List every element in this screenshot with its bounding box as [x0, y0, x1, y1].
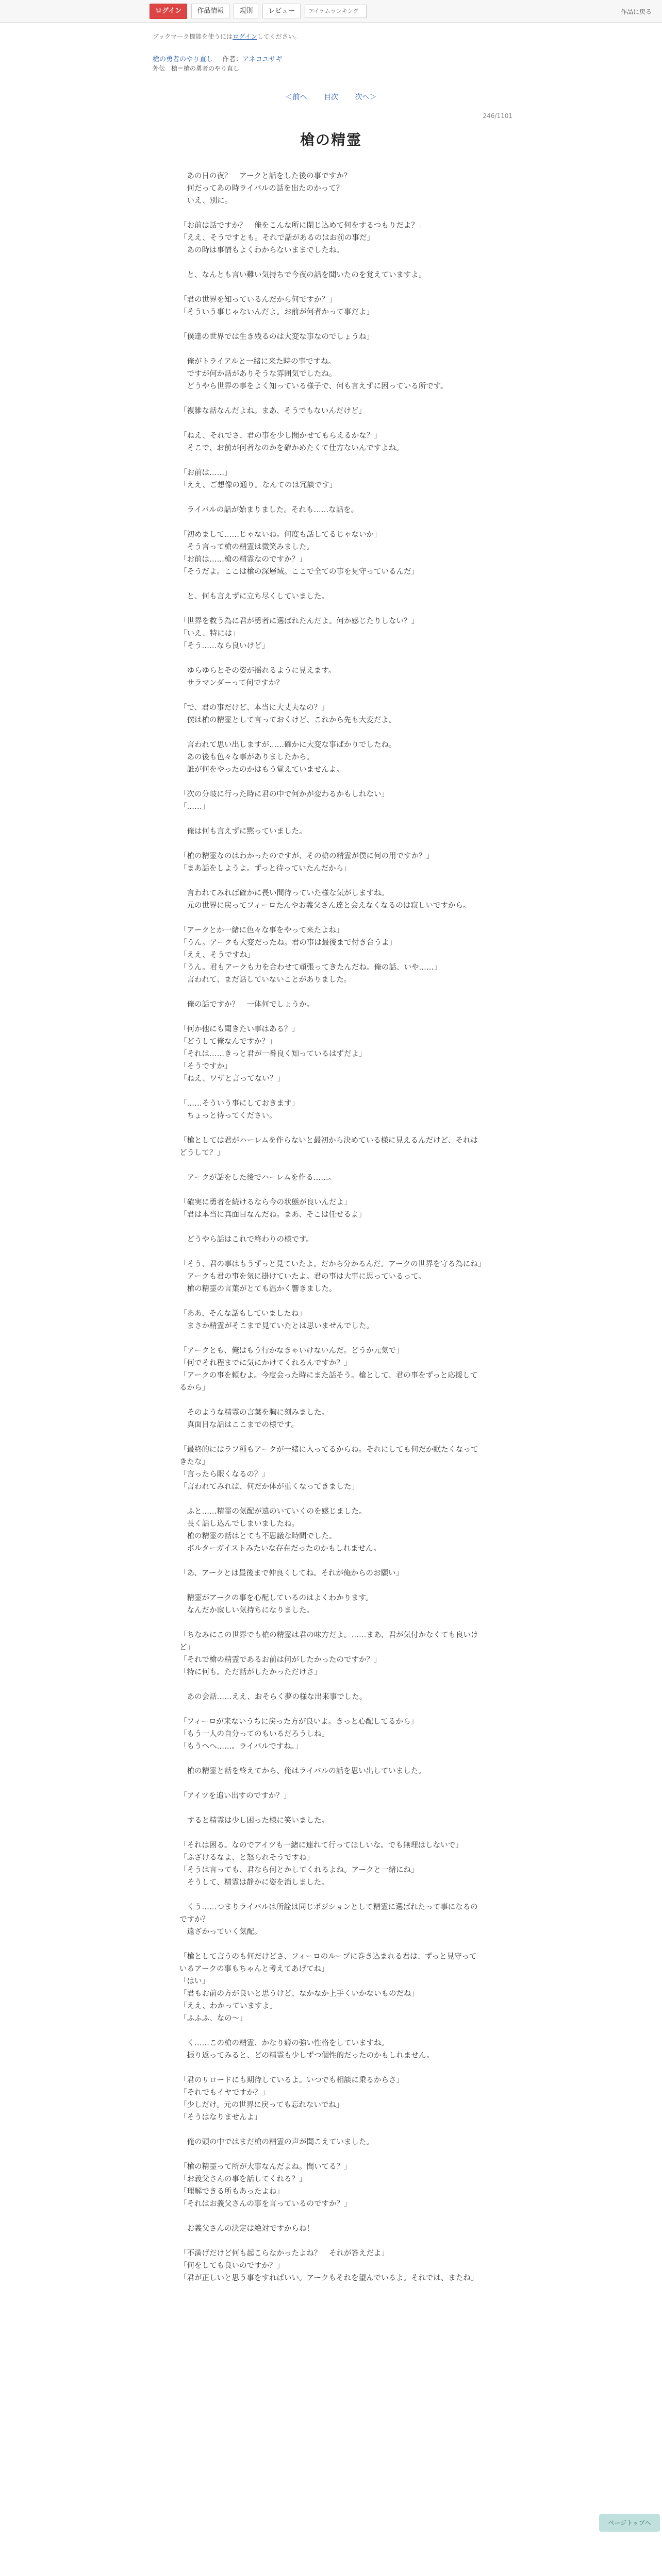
novel-paragraph: 「ちなみにこの世界でも槍の精霊は君の味方だよ。……まあ、君が気付かなくても良いけど」	[179, 1631, 478, 1652]
novel-paragraph	[179, 1827, 484, 1839]
nav-item-rules[interactable]: 規則	[234, 4, 258, 19]
novel-paragraph: 「世界を救う為に君が勇者に選ばれたんだよ。何か感じたりしない？」	[179, 617, 419, 625]
novel-paragraph: 「槍の精霊って所が大事なんだよね。聞いてる？」	[179, 2163, 352, 2171]
novel-paragraph	[179, 1753, 484, 1765]
novel-paragraph: 「槍の精霊なのはわかったのですが、その槍の精霊が僕に何の用ですか？」	[179, 852, 434, 860]
novel-paragraph: 「ふざけるなよ、と怒られそうですね」	[179, 1854, 314, 1862]
novel-paragraph: 誰が何をやったのかはもう覚えていませんよ。	[179, 766, 344, 774]
novel-paragraph: 真面目な話はここまでの様です。	[179, 1421, 299, 1429]
novel-paragraph: く……この槍の精霊、かなり癖の強い性格をしていますね。	[179, 2039, 389, 2047]
novel-paragraph: あの時は事情もよくわからないままでしたね。	[179, 246, 344, 255]
novel-paragraph: そう言って槍の精霊は微笑みました。	[179, 543, 314, 551]
novel-paragraph: 「何でそれ程までに気にかけてくれるんですか？」	[179, 1359, 352, 1367]
novel-paragraph: 「お前は……槍の精霊なのですか？」	[179, 555, 307, 564]
novel-paragraph	[179, 417, 484, 430]
novel-paragraph	[179, 1777, 484, 1790]
novel-paragraph: 「そうはなりませんよ」	[179, 2113, 262, 2122]
novel-paragraph	[179, 875, 484, 887]
novel-paragraph: 「お義父さんの事を話してくれる？」	[179, 2175, 307, 2183]
novel-paragraph	[179, 454, 484, 467]
novel-paragraph: 「はい」	[179, 1977, 209, 1986]
novel-paragraph	[179, 1493, 484, 1505]
page-top-button[interactable]: ページトップへ	[599, 2514, 660, 2532]
novel-paragraph: 「次の分岐に行った時に君の中で何かが変わるかもしれない」	[179, 790, 389, 799]
novel-paragraph	[179, 2062, 484, 2074]
novel-paragraph	[179, 1246, 484, 1258]
novel-paragraph	[179, 986, 484, 998]
novel-paragraph	[179, 257, 484, 269]
novel-paragraph	[179, 1011, 484, 1023]
novel-paragraph: どうやら世界の事をよく知っている様子で、何も言えずに困っている所です。	[179, 382, 448, 391]
search-input[interactable]	[305, 5, 367, 18]
toc-link[interactable]: 目次	[324, 93, 338, 101]
novel-paragraph: 「あ、アークとは最後まで仲良くしてね。それが俺からのお願い」	[179, 1569, 403, 1578]
novel-paragraph: すると精霊は少し困った様に笑いました。	[179, 1817, 329, 1825]
novel-paragraph: と、なんとも言い難い気持ちで今夜の話を聞いたのを覚えていますよ。	[179, 271, 426, 279]
novel-paragraph	[179, 1159, 484, 1172]
novel-paragraph: そうして、精霊は静かに姿を消しました。	[179, 1878, 329, 1887]
novel-paragraph: 「いえ、特には」	[179, 630, 240, 638]
novel-paragraph	[179, 1555, 484, 1567]
novel-paragraph: 「複雑な話なんだよね。まあ、そうでもないんだけど」	[179, 407, 366, 415]
novel-paragraph: 「アークとか一緒に色々な事をやって来たよね」	[179, 926, 344, 935]
novel-paragraph: 振り返ってみると、どの精霊も少しずつ個性的だったのかもしれません。	[179, 2052, 434, 2060]
novel-paragraph: お義父さんの決定は絶対ですからね！	[179, 2225, 314, 2233]
novel-paragraph: 元の世界に戻ってフィーロたんやお義父さん達と会えなくなるのは寂しいですから。	[179, 902, 471, 910]
novel-paragraph: あの日の夜？ アークと話をした後の事ですか？	[179, 172, 352, 180]
novel-paragraph: と、何も言えずに立ち尽くしていました。	[179, 592, 329, 601]
novel-paragraph	[179, 343, 484, 355]
novel-paragraph: 「ねえ、ワザと言ってない？」	[179, 1075, 285, 1083]
novel-paragraph	[179, 2210, 484, 2223]
novel-paragraph	[179, 1394, 484, 1406]
novel-paragraph: 遠ざかっていく気配。	[179, 1928, 262, 1936]
novel-paragraph: 「君もお前の方が良いと思うけど、なかなか上手くいかないものだね」	[179, 1990, 419, 1998]
novel-paragraph: あの会話……ええ、おそらく夢の様な出来事でした。	[179, 1693, 367, 1701]
novel-paragraph: 「君の世界を知っているんだから何ですか？」	[179, 296, 337, 304]
novel-paragraph: あの後も色々な事がありましたから。	[179, 753, 314, 761]
novel-paragraph: 「うん。アークも大変だったね。君の事は最後まで付き合うよ」	[179, 939, 396, 947]
novel-paragraph: 「ふふふ、なの～」	[179, 2014, 247, 2023]
novel-paragraph	[179, 1431, 484, 1444]
novel-paragraph: 「ああ、そんな話もしていましたね」	[179, 1310, 306, 1318]
novel-paragraph	[179, 207, 484, 219]
novel-paragraph: 「アークとも、俺はもう行かなきゃいけないんだ。どうか元気で」	[179, 1347, 404, 1355]
novel-paragraph: 「まあ話をしようよ。ずっと待っていたんだから」	[179, 865, 351, 873]
novel-paragraph: 槍の精霊の話はとても不思議な時間でした。	[179, 1532, 337, 1540]
novel-paragraph: ライバルの話が始まりました。それも……な話を。	[179, 506, 359, 514]
novel-paragraph: 「言ったら眠くなるの？」	[179, 1470, 269, 1479]
novel-paragraph: 「で、君の事だけど、本当に大丈夫なの？」	[179, 704, 329, 712]
novel-paragraph: 「不満げだけど何も起こらなかったよね？ それが答えだよ」	[179, 2249, 389, 2258]
novel-paragraph: 俺は何も言えずに黙っていました。	[179, 827, 307, 836]
novel-paragraph: 「そういう事じゃないんだよ。お前が何者かって事だよ」	[179, 308, 374, 316]
novel-paragraph	[179, 838, 484, 850]
next-chapter-link[interactable]: 次へ＞	[355, 93, 377, 101]
novel-paragraph: 「何をしても良いのですか？」	[179, 2262, 284, 2270]
novel-paragraph: 「そう、君の事はもうずっと見ていたよ。だから分かるんだ。アークの世界を守る為にね」	[179, 1260, 486, 1268]
novel-paragraph	[179, 1295, 484, 1308]
novel-paragraph: 「ええ、そうですね」	[179, 951, 255, 959]
novel-paragraph: そのような精霊の言葉を胸に刻みました。	[179, 1409, 329, 1417]
novel-paragraph	[179, 578, 484, 590]
novel-paragraph: ちょっと待ってください。	[179, 1112, 277, 1120]
novel-paragraph: 「槍としては君がハーレムを作らないと最初から決めている様に見えるんだけど、それはどうして？」	[179, 1137, 478, 1157]
novel-paragraph: 「それでもイヤですか？」	[179, 2089, 269, 2097]
novel-paragraph: 「それはお義父さんの事を言っているのですか？」	[179, 2200, 352, 2208]
top-navigation-bar	[0, 0, 662, 23]
novel-paragraph: 「どうして俺なんですか？」	[179, 1038, 277, 1046]
novel-paragraph	[179, 603, 484, 615]
novel-paragraph: 僕は槍の精霊として言っておくけど、これから先も大変だよ。	[179, 716, 396, 724]
novel-paragraph: 「それは困る。なのでアイツも一緒に連れて行ってほしいな。でも無理はしないで」	[179, 1841, 463, 1850]
novel-paragraph: どうやら話はこれで終わりの様です。	[179, 1235, 313, 1244]
novel-paragraph: そこで、お前が何者なのかを確かめたくて仕方ないんですよね。	[179, 444, 404, 452]
novel-paragraph: 「槍として言うのも何だけどさ、フィーロのループに巻き込まれる君は、ずっと見守っているアークの事もちゃんと考えてあげてね」	[179, 1953, 477, 1973]
novel-paragraph	[179, 1802, 484, 1815]
novel-paragraph: 「それで槍の精霊であるお前は何がしたかったのですか？」	[179, 1656, 382, 1664]
novel-paragraph: 「もうへへ……。ライバルですね。」	[179, 1742, 303, 1751]
novel-paragraph: 言われてみれば確かに長い間待っていた様な気がしますね。	[179, 889, 389, 897]
novel-paragraph: 「君のリロードにも期待しているよ。いつでも相談に乗るからさ」	[179, 2076, 404, 2084]
novel-paragraph: 「理解できる所もあったよね」	[179, 2188, 284, 2196]
back-to-work-link[interactable]: 作品に戻る	[620, 8, 652, 15]
novel-paragraph	[179, 492, 484, 504]
novel-paragraph	[179, 1889, 484, 1901]
novel-paragraph	[179, 1580, 484, 1592]
novel-paragraph	[179, 1938, 484, 1951]
novel-paragraph: 「……」	[179, 803, 209, 811]
novel-paragraph: ですが何か話がありそうな雰囲気でしたね。	[179, 370, 337, 378]
novel-paragraph: 「アイツを追い出すのですか？」	[179, 1792, 291, 1800]
novel-paragraph: 「ねえ、それでさ、君の事を少し聞かせてもらえるかな？」	[179, 432, 382, 440]
novel-paragraph: 「確実に勇者を続けるなら今の状態が良いんだよ」	[179, 1198, 352, 1207]
novel-paragraph: 「少しだけ。元の世界に戻っても忘れないでね」	[179, 2101, 344, 2109]
novel-paragraph: 精霊がアークの事を心配しているのはよくわかります。	[179, 1594, 373, 1602]
novel-paragraph: 「お前は話ですか？ 俺をこんな所に閉じ込めて何をするつもりだよ？」	[179, 222, 426, 230]
novel-paragraph	[179, 1221, 484, 1233]
novel-paragraph	[179, 2235, 484, 2247]
novel-paragraph	[179, 1332, 484, 1345]
novel-paragraph: 「初めまして……じゃないね。何度も話してるじゃないか」	[179, 531, 382, 539]
novel-paragraph	[179, 1703, 484, 1716]
novel-paragraph: 槍の精霊の言葉がとても温かく響きました。	[179, 1285, 337, 1293]
novel-paragraph: 「お前は……」	[179, 469, 232, 477]
novel-paragraph: 「それは……きっと君が一番良く知っているはずだよ」	[179, 1050, 367, 1058]
chapter-meta: 外伝 槍＝槍の勇者のやり直し	[153, 65, 240, 72]
novel-paragraph: 言われて、まだ話していないことがありました。	[179, 976, 352, 984]
novel-paragraph: 槍の精霊と話を終えてから、俺はライバルの話を思い出していました。	[179, 1767, 426, 1775]
chapter-pager	[0, 92, 662, 102]
notice-login-link[interactable]: ログイン	[233, 33, 257, 40]
novel-paragraph	[179, 1679, 484, 1691]
novel-paragraph: アークが話をした後でハーレムを作る……。	[179, 1174, 336, 1182]
novel-paragraph	[179, 281, 484, 294]
novel-paragraph	[179, 1184, 484, 1196]
novel-paragraph: いえ、別に。	[179, 197, 233, 205]
novel-paragraph: 俺の話ですか？ 一体何でしょうか。	[179, 1001, 314, 1009]
novel-paragraph: 長く話し込んでしまいましたね。	[179, 1520, 299, 1528]
notice-prefix: ブックマーク機能を使うには	[153, 33, 233, 40]
novel-paragraph: 「そうは言っても、君なら何とかしてくれるよね。アークと一緒にね」	[179, 1866, 419, 1874]
novel-paragraph: 「君は本当に真面目なんだね。まあ、そこは任せるよ」	[179, 1211, 366, 1219]
novel-paragraph: 「フィーロが来ないうちに戻った方が良いよ。きっと心配してるから」	[179, 1718, 418, 1726]
author-label: 作者：	[222, 56, 243, 63]
novel-paragraph: 「特に何も。ただ話がしたかっただけさ」	[179, 1668, 322, 1676]
series-title-link[interactable]: 槍の勇者のやり直し	[153, 56, 213, 63]
novel-paragraph	[179, 1617, 484, 1629]
novel-paragraph: 「何か他にも聞きたい事はある？」	[179, 1025, 299, 1033]
novel-paragraph: 「もう一人の自分ってのもいるだろうしね」	[179, 1730, 329, 1738]
novel-paragraph: 「言われてみれば、何だか体が重くなってきました」	[179, 1483, 359, 1491]
novel-paragraph: 「そうですか」	[179, 1062, 232, 1071]
novel-paragraph: なんだか寂しい気持ちになりました。	[179, 1606, 314, 1615]
novel-paragraph: アークも君の事を気に掛けていたよ。君の事は大事に思っているって。	[179, 1273, 426, 1281]
novel-paragraph: 「僕達の世界では生き残るのは大変な事なのでしょうね」	[179, 333, 374, 341]
novel-paragraph: 「うん。君もアークも力を合わせて頑張ってきたんだね。俺の話、いや……」	[179, 963, 441, 972]
novel-paragraph: 何だってあの時ライバルの話を出たのかって？	[179, 184, 344, 193]
novel-paragraph: 言われて思い出しますが……確かに大変な事ばかりでしたね。	[179, 741, 396, 749]
novel-paragraph	[179, 318, 484, 331]
novel-paragraph	[179, 393, 484, 405]
novel-paragraph	[179, 2124, 484, 2136]
bookmark-notice	[153, 32, 301, 41]
novel-paragraph	[179, 2025, 484, 2037]
novel-paragraph: ゆらゆらとその姿が揺れるように見えます。	[179, 667, 336, 675]
novel-paragraph	[179, 516, 484, 529]
episode-number: 246/1101	[483, 112, 512, 120]
novel-paragraph	[179, 1122, 484, 1134]
novel-paragraph: 「ええ、そうですとも。それで話があるのはお前の事だ」	[179, 234, 374, 242]
novel-paragraph	[179, 912, 484, 924]
novel-paragraph: 俺の頭の中ではまだ槍の精霊の声が聞こえていました。	[179, 2138, 374, 2146]
novel-paragraph: 「ええ、ご想像の通り。なんてのは冗談です」	[179, 481, 337, 489]
novel-paragraph: 「そうだよ。ここは槍の深層域。ここで全ての事を見守っているんだ」	[179, 568, 419, 576]
chapter-title: 槍の精霊	[300, 131, 362, 148]
novel-paragraph: まさか精霊がそこまで見ていたとは思いませんでした。	[179, 1322, 374, 1330]
novel-paragraph	[179, 726, 484, 739]
novel-body	[179, 170, 484, 2284]
novel-paragraph	[179, 813, 484, 825]
nav-item-info[interactable]: 作品情報	[191, 4, 229, 19]
novel-paragraph	[179, 1085, 484, 1097]
nav-item-review[interactable]: レビュー	[262, 4, 301, 19]
novel-paragraph	[179, 776, 484, 788]
novel-paragraph: サラマンダーって何ですか？	[179, 679, 284, 687]
series-header	[153, 54, 283, 63]
novel-paragraph	[179, 2148, 484, 2161]
novel-paragraph: ボルターガイストみたいな存在だったのかもしれません。	[179, 1545, 381, 1553]
novel-paragraph: 「最終的にはラフ種もアークが一緒に入ってるからね。それにしても何だか眠たくなってきたな」	[179, 1446, 478, 1466]
author-link[interactable]: アネコユサギ	[242, 56, 283, 63]
novel-paragraph: 「ええ、わかっていますよ」	[179, 2002, 277, 2010]
novel-paragraph: 「そう……なら良いけど」	[179, 642, 269, 650]
novel-paragraph: 「……そういう事にしておきます」	[179, 1099, 299, 1108]
novel-paragraph	[179, 689, 484, 702]
novel-paragraph: 「君が正しいと思う事をすればいい。アークもそれを望んでいるよ。それでは、またね」	[179, 2274, 478, 2282]
novel-paragraph	[179, 652, 484, 665]
notice-suffix: してください。	[257, 33, 301, 40]
novel-paragraph: 俺がトライアルと一緒に来た時の事ですね。	[179, 358, 336, 366]
novel-paragraph: 「アークの事を頼むよ。今度会った時にまた話そう。槍として、君の事をずっと応援してるから」	[179, 1371, 478, 1392]
novel-paragraph: ふと……精霊の気配が遠のいていくのを感じました。	[179, 1507, 367, 1516]
login-button[interactable]: ログイン	[150, 4, 187, 19]
novel-paragraph: くう……つまりライバルは所詮は同じポジションとして精霊に選ばれたって事になるのですか？	[179, 1903, 478, 1924]
prev-chapter-link[interactable]: ＜前へ	[285, 93, 307, 101]
